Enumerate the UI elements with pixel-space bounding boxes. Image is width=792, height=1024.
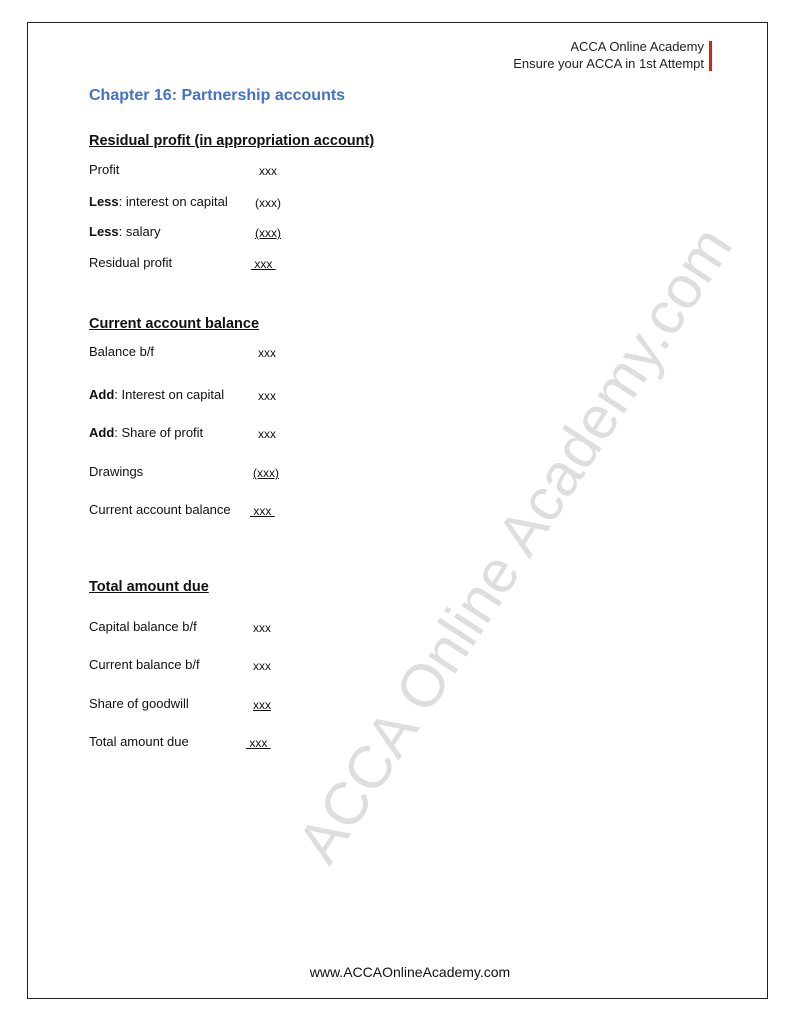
row-value: xxx [253, 698, 271, 712]
row-value: xxx [258, 346, 276, 360]
header-academy-name: ACCA Online Academy [570, 39, 704, 54]
row-value: xxx [258, 389, 276, 403]
header-tagline: Ensure your ACCA in 1st Attempt [513, 56, 704, 71]
row-value: xxx [250, 504, 275, 518]
chapter-title: Chapter 16: Partnership accounts [89, 87, 346, 104]
row-value: (xxx) [255, 196, 281, 210]
section-title: Current account balance [89, 316, 260, 332]
row-label: Share of goodwill [89, 696, 189, 711]
row-value: xxx [246, 736, 271, 750]
row-value: (xxx) [255, 226, 281, 240]
section-title: Total amount due [89, 579, 209, 595]
row-value: xxx [259, 164, 277, 178]
watermark: ACCA Online Academy.com [284, 215, 745, 875]
section-title: Residual profit (in appropriation account) [89, 133, 375, 149]
row-label: Less: salary [89, 224, 161, 239]
row-label: Total amount due [89, 734, 189, 749]
header-accent-bar [709, 41, 712, 71]
row-value: xxx [251, 257, 276, 271]
footer-website: www.ACCAOnlineAcademy.com [309, 964, 511, 980]
row-value: (xxx) [253, 466, 279, 480]
row-label: Less: interest on capital [89, 194, 228, 209]
row-label: Capital balance b/f [89, 619, 197, 634]
row-label: Profit [89, 162, 120, 177]
row-value: xxx [253, 621, 271, 635]
row-label: Drawings [89, 464, 144, 479]
header [513, 38, 704, 72]
row-label: Current account balance [89, 502, 231, 517]
row-label: Balance b/f [89, 344, 155, 359]
row-value: xxx [258, 427, 276, 441]
row-label: Add: Interest on capital [89, 387, 225, 402]
row-value: xxx [253, 659, 271, 673]
row-label: Add: Share of profit [89, 425, 204, 440]
row-label: Current balance b/f [89, 657, 200, 672]
row-label: Residual profit [89, 255, 173, 270]
